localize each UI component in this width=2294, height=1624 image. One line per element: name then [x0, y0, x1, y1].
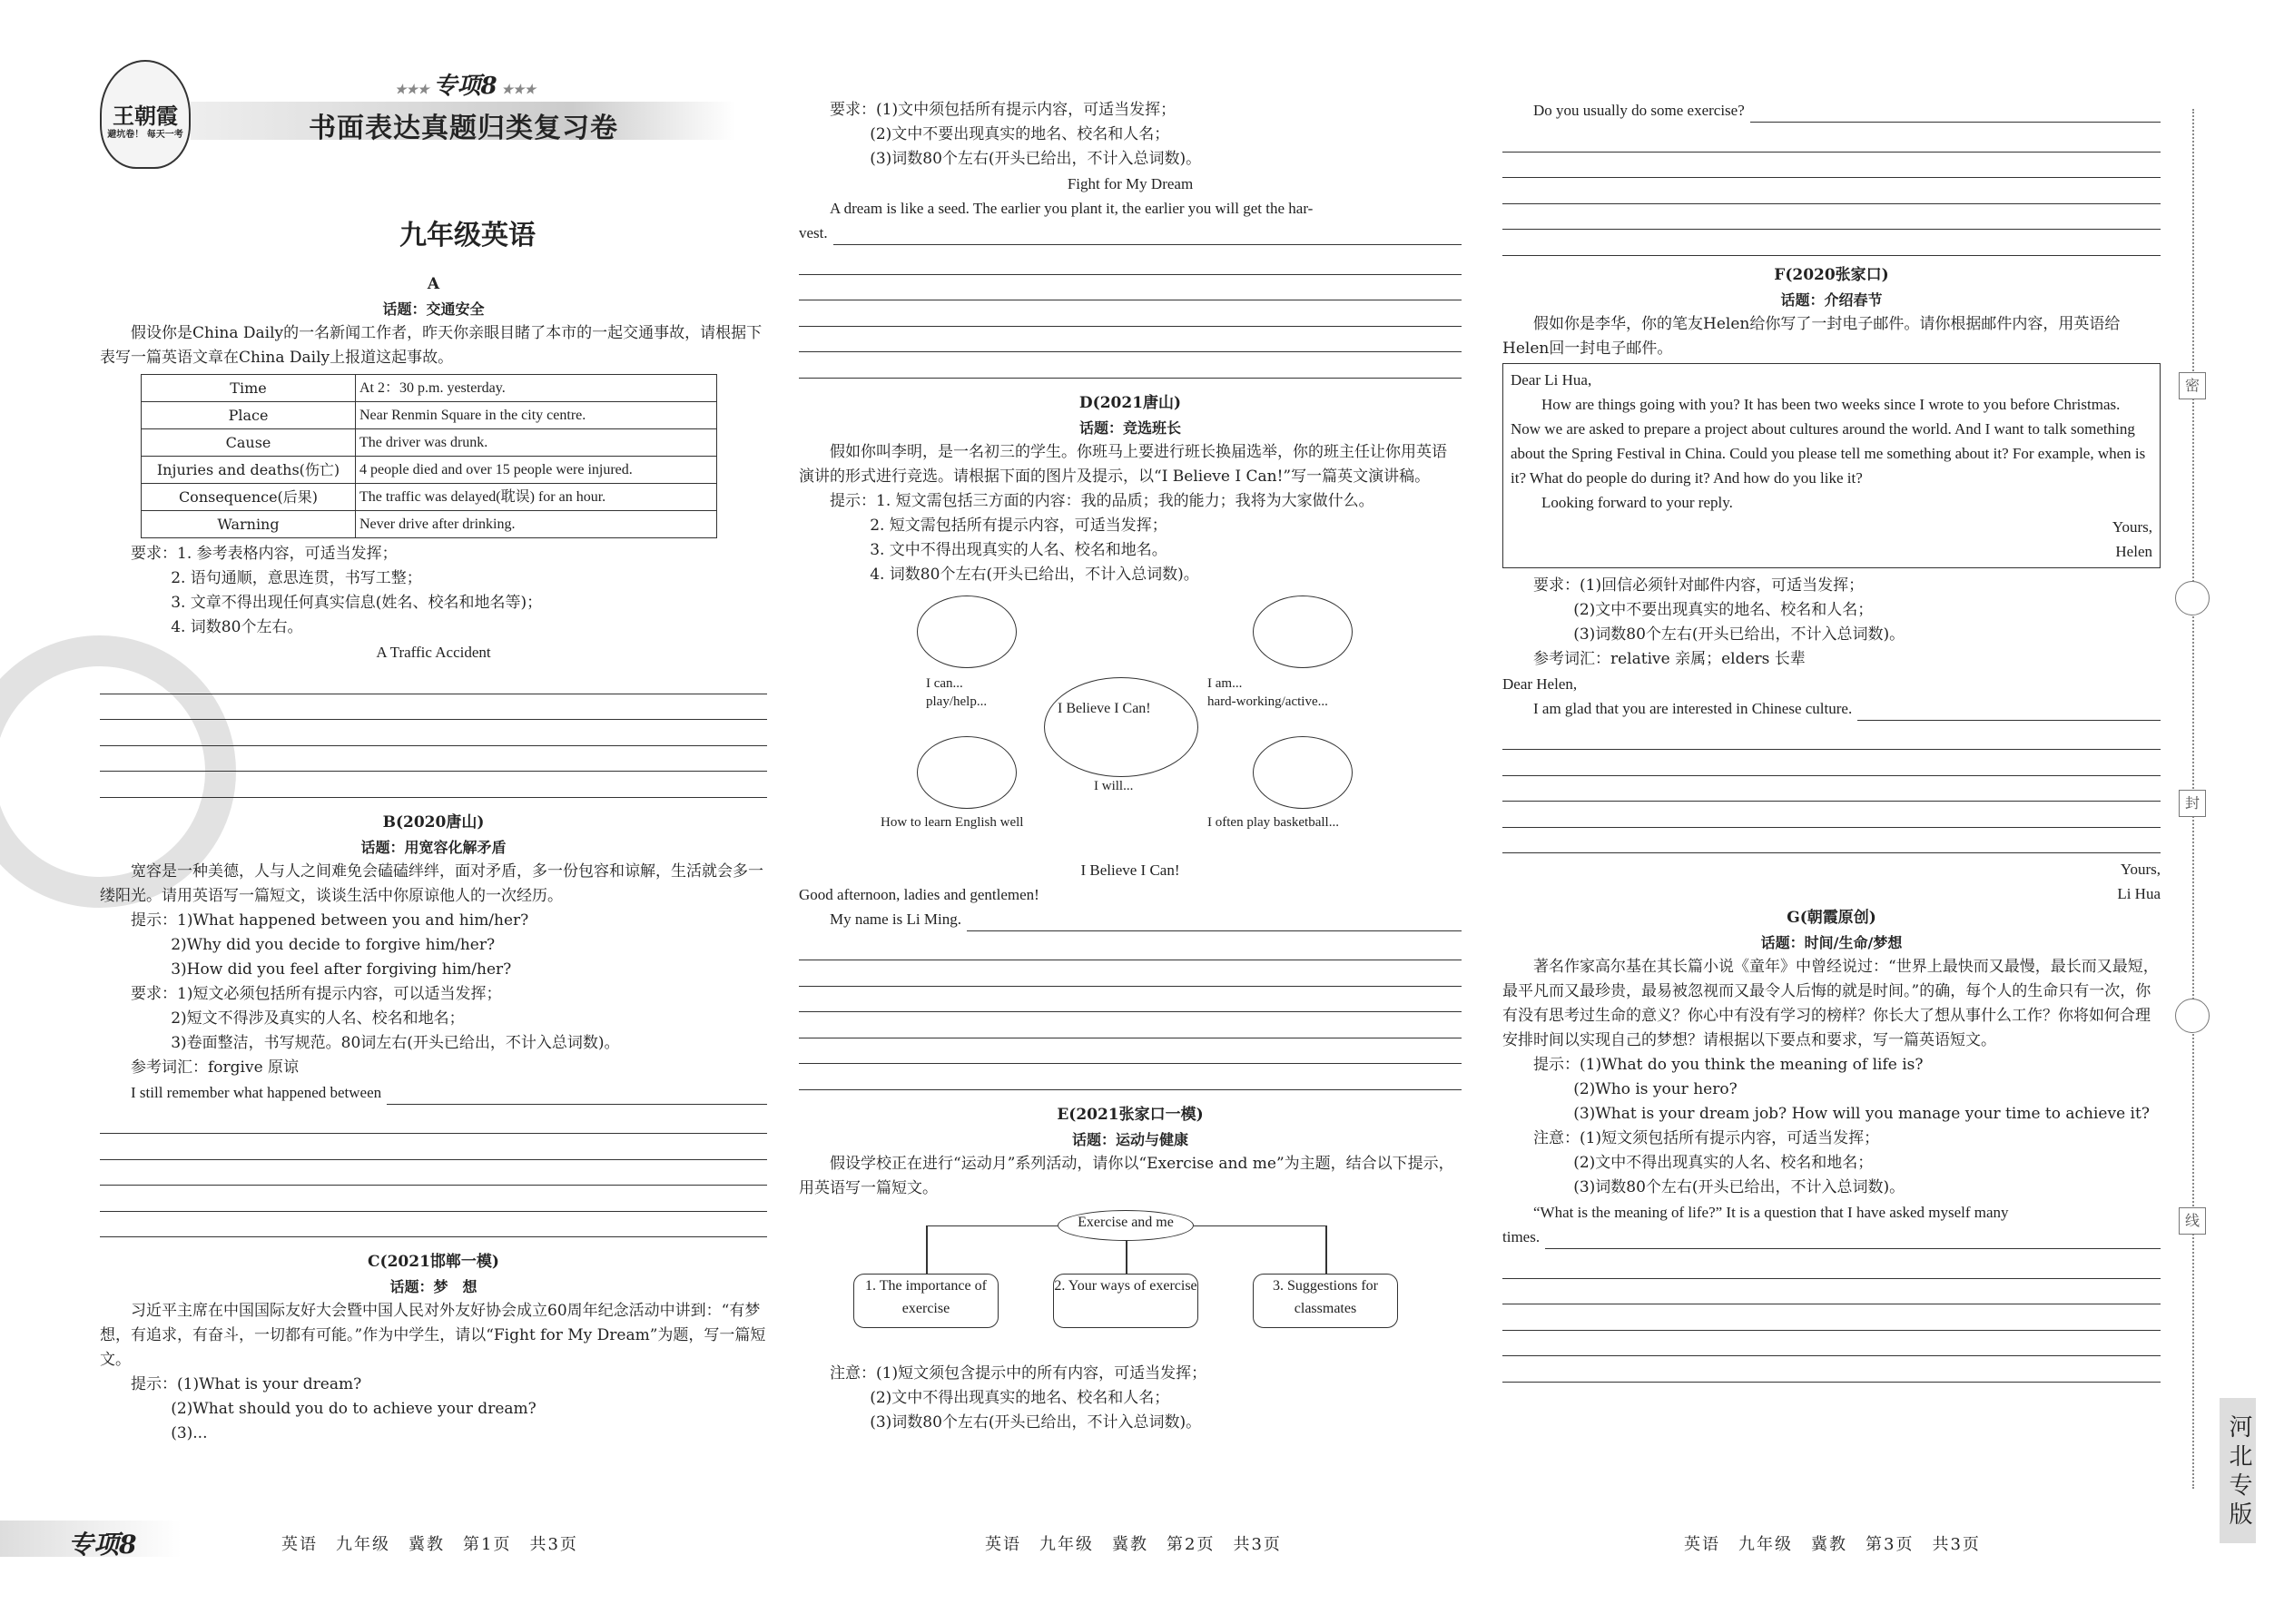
- vocab-line: 参考词汇：relative 亲属；elders 长辈: [1533, 649, 1806, 668]
- section-f-label: F(2020张家口): [1774, 265, 1889, 284]
- writing-start-f[interactable]: I am glad that you are interested in Chinese culture.: [1502, 696, 2161, 721]
- writing-start-g2[interactable]: times.: [1502, 1225, 2161, 1249]
- rail-char: 封: [2179, 790, 2206, 817]
- section-a-intro: 假设你是China Daily的一名新闻工作者，昨天你亲眼目睹了本市的一起交通事故，请根据下表写一篇英语文章在China Daily上报道这起事故。: [100, 324, 763, 367]
- writing-area-c[interactable]: [799, 249, 1462, 379]
- playing-picture: [917, 595, 1017, 668]
- helen-email: Dear Li Hua, How are things going with you? It has been two weeks since I wrote to you before Christmas. Now we are asked to prepare a project about cultures around the world. And I want to talk something about the Spring Festival in China. Could you please tell me something about it? For example, when is it? What do people do during it? And how do you like it? Looking forward to your reply. Yours, Helen: [1502, 363, 2161, 568]
- mind-branch: 3. Suggestions for classmates: [1253, 1274, 1398, 1328]
- section-a-label: A: [427, 275, 440, 293]
- rail-char: 线: [2179, 1207, 2206, 1235]
- writing-start-e[interactable]: Do you usually do some exercise?: [1502, 98, 2161, 123]
- req-line: 4. 词数80个左右。: [171, 618, 303, 636]
- req-line: 2. 语句通顺，意思连贯，书写工整；: [171, 569, 422, 587]
- req-line: 注意：(1)短文须包含提示中的所有内容，可适当发挥；: [830, 1363, 1207, 1383]
- req-line: (2)文中不要出现真实的地名、校名和人名；: [870, 125, 1170, 143]
- section-b-topic: 话题：用宽容化解矛盾: [360, 838, 507, 856]
- hint-line: 2)Why did you decide to forgive him/her?: [171, 935, 496, 954]
- center-oval: [1044, 677, 1198, 777]
- section-c-topic: 话题：梦 想: [389, 1278, 478, 1295]
- req-line: (2)文中不得出现真实的地名、校名和人名；: [870, 1388, 1170, 1407]
- hint-line: 提示：(1)What do you think the meaning of life is?: [1533, 1056, 1924, 1074]
- accident-table: [141, 374, 717, 538]
- hint-line: 3)How did you feel after forgiving him/her?: [171, 960, 512, 979]
- section-a-topic: 话题：交通安全: [382, 300, 485, 318]
- writing-area-a[interactable]: [100, 668, 767, 798]
- hint-line: (2)Who is your hero?: [1573, 1080, 1738, 1098]
- hint-line: 提示：1. 短文需包括三方面的内容：我的品质；我的能力；我将为大家做什么。: [830, 491, 1374, 510]
- hint-line: 2. 短文需包括所有提示内容，可适当发挥；: [870, 516, 1167, 535]
- req-line: 3)卷面整洁，书写规范。80词左右(开头已给出，不计入总词数)。: [171, 1033, 620, 1052]
- req-line: (2)文中不得出现真实的人名、校名和地名；: [1573, 1154, 1874, 1172]
- hint-line: (3)What is your dream job? How will you manage your time to achieve it?: [1573, 1105, 2150, 1123]
- table-row: Warning Never drive after drinking.: [142, 511, 717, 538]
- table-row: Cause The driver was drunk.: [142, 429, 717, 457]
- reply-greeting: Dear Helen,: [1502, 674, 1578, 693]
- table-row: Injuries and deaths(伤亡) 4 people died and over 15 people were injured.: [142, 457, 717, 484]
- req-line: (3)词数80个左右(开头已给出，不计入总词数)。: [870, 150, 1202, 168]
- req-line: (2)文中不要出现真实的地名、校名和人名；: [1573, 600, 1874, 619]
- grade-title: 九年级英语: [399, 220, 536, 251]
- footer-page-3: 英语 九年级 冀教 第3页 共3页: [1684, 1535, 1981, 1554]
- footer-page-1: 英语 九年级 冀教 第1页 共3页: [281, 1535, 578, 1554]
- writing-start-c2[interactable]: vest.: [799, 221, 1462, 245]
- hint-line: 提示：1)What happened between you and him/her?: [131, 910, 529, 930]
- hint-line: (2)What should you do to achieve your dream?: [171, 1400, 537, 1418]
- section-c-intro: 习近平主席在中国国际友好大会暨中国人民对外友好协会成立60周年纪念活动中讲到：“有梦想，有追求，有奋斗，一切都有可能。”作为中学生，请以“Fight for My Dream”为题，写一篇短文。: [100, 1302, 766, 1369]
- special-label: ★★★ 专项8 ★★★: [395, 73, 537, 100]
- req-line: 要求：1)短文必须包括所有提示内容，可以适当发挥；: [131, 984, 502, 1003]
- hint-line: 提示：(1)What is your dream?: [131, 1375, 362, 1393]
- rail-char: 密: [2179, 372, 2206, 399]
- section-b-intro: 宽容是一种美德，人与人之间难免会磕磕绊绊，面对矛盾，多一份包容和谅解，生活就会多一缕阳光。请用英语写一篇短文，谈谈生活中你原谅他人的一次经历。: [100, 861, 763, 905]
- hint-line: 3. 文中不得出现真实的人名、校名和地名。: [870, 540, 1167, 559]
- writing-start-c: A dream is like a seed. The earlier you plant it, the earlier you will get the har-: [830, 200, 1314, 217]
- section-d-label: D(2021唐山): [1078, 393, 1182, 412]
- studying-picture: [1253, 595, 1353, 668]
- section-g-label: G(朝霞原创): [1787, 909, 1876, 927]
- section-e-topic: 话题：运动与健康: [1071, 1130, 1188, 1148]
- req-line: 要求：(1)回信必须针对邮件内容，可适当发挥；: [1533, 576, 1865, 595]
- section-b-label: B(2020唐山): [382, 812, 485, 832]
- rail-circle: [2175, 999, 2210, 1033]
- region-badge: 河北专版: [2220, 1398, 2256, 1543]
- greeting-line: Good afternoon, ladies and gentlemen!: [799, 885, 1039, 903]
- writing-start-b[interactable]: I still remember what happened between: [100, 1080, 767, 1105]
- writing-start-g: “What is the meaning of life?” It is a question that I have asked myself many: [1533, 1204, 2009, 1221]
- writing-area-d[interactable]: [799, 935, 1462, 1090]
- writing-area-b[interactable]: [100, 1108, 767, 1238]
- speech-picture-group: I can... play/help... I am... hard-working/active... I Believe I Can! I will... How to learn English well I often play basketball...: [799, 591, 1462, 854]
- mind-root: Exercise and me: [1058, 1210, 1194, 1241]
- req-line: (3)词数80个左右(开头已给出，不计入总词数)。: [870, 1412, 1202, 1432]
- section-f-topic: 话题：介绍春节: [1780, 290, 1883, 309]
- footer-special: 专项8: [68, 1530, 137, 1560]
- req-line: (3)词数80个左右(开头已给出，不计入总词数)。: [1573, 1178, 1905, 1196]
- section-d-intro: 假如你叫李明，是一名初三的学生。你班马上要进行班长换届选举，你的班主任让你用英语演讲的形式进行竞选。请根据下面的图片及提示，以“I Believe I Can!”写一篇英文演讲稿。: [799, 442, 1447, 486]
- req-line: (3)词数80个左右(开头已给出，不计入总词数)。: [1573, 625, 1905, 644]
- hint-line: 4. 词数80个左右(开头已给出，不计入总词数)。: [870, 565, 1199, 584]
- section-c-label: C(2021邯郸一模): [368, 1253, 499, 1271]
- writing-area-e[interactable]: [1502, 126, 2161, 256]
- req-line: 要求：(1)文中须包括所有提示内容，可适当发挥；: [830, 101, 1177, 119]
- rail-circle: [2175, 581, 2210, 615]
- footer-page-2: 英语 九年级 冀教 第2页 共3页: [985, 1535, 1282, 1554]
- logo: 王朝霞 避坑卷！ 每天一考: [100, 60, 191, 169]
- learning-picture: [917, 736, 1017, 809]
- table-row: Consequence(后果) The traffic was delayed(耽误) for an hour.: [142, 484, 717, 511]
- column-1: [100, 272, 767, 1446]
- section-g-intro: 著名作家高尔基在其长篇小说《童年》中曾经说过：“世界上最快而又最慢，最长而又最短，最平凡而又最珍贵，最易被忽视而又最令人后悔的就是时间。”的确，每个人的生命只有一次，你有没有思考过生命的意义？你心中有没有学习的榜样？你长大了想从事什么工作？你将如何合理安排时间以实现自己的梦想？请根据以下要点和要求，写一篇英语短文。: [1502, 958, 2159, 1049]
- basketball-picture: [1253, 736, 1353, 809]
- section-d-topic: 话题：竞选班长: [1078, 418, 1181, 437]
- vocab-line: 参考词汇：forgive 原谅: [131, 1058, 300, 1077]
- mind-branch: 2. Your ways of exercise: [1053, 1274, 1198, 1328]
- req-line: 注意：(1)短文须包括所有提示内容，可适当发挥；: [1533, 1129, 1880, 1147]
- mind-map: [799, 1210, 1462, 1360]
- table-row: Time At 2：30 p.m. yesterday.: [142, 375, 717, 402]
- writing-start-d[interactable]: My name is Li Ming.: [799, 907, 1462, 931]
- writing-area-f[interactable]: [1502, 724, 2161, 854]
- req-line: 要求：1. 参考表格内容，可适当发挥；: [131, 545, 398, 563]
- req-line: 3. 文章不得出现任何真实信息(姓名、校名和地名等)；: [171, 594, 543, 612]
- table-row: Place Near Renmin Square in the city centre.: [142, 402, 717, 429]
- section-g-topic: 话题：时间/生命/梦想: [1760, 934, 1903, 951]
- essay-title: I Believe I Can!: [1080, 861, 1180, 879]
- reply-name: Li Hua: [2117, 885, 2161, 902]
- essay-title: A Traffic Accident: [376, 644, 491, 661]
- essay-title: Fight for My Dream: [1067, 175, 1194, 192]
- hint-line: (3)...: [171, 1424, 208, 1442]
- page-title: 书面表达真题归类复习卷: [309, 113, 618, 144]
- writing-area-g[interactable]: [1502, 1253, 2161, 1383]
- section-f-intro: 假如你是李华，你的笔友Helen给你写了一封电子邮件。请你根据邮件内容，用英语给Helen回一封电子邮件。: [1502, 314, 2121, 358]
- mind-branch: 1. The importance of exercise: [853, 1274, 999, 1328]
- req-line: 2)短文不得涉及真实的人名、校名和地名；: [171, 1009, 465, 1028]
- column-2: [799, 98, 1462, 1435]
- column-3: [1502, 98, 2161, 1383]
- section-e-intro: 假设学校正在进行“运动月”系列活动，请你以“Exercise and me”为主题，结合以下提示，用英语写一篇短文。: [799, 1154, 1454, 1197]
- section-e-label: E(2021张家口一模): [1057, 1105, 1204, 1124]
- reply-yours: Yours,: [2120, 861, 2161, 878]
